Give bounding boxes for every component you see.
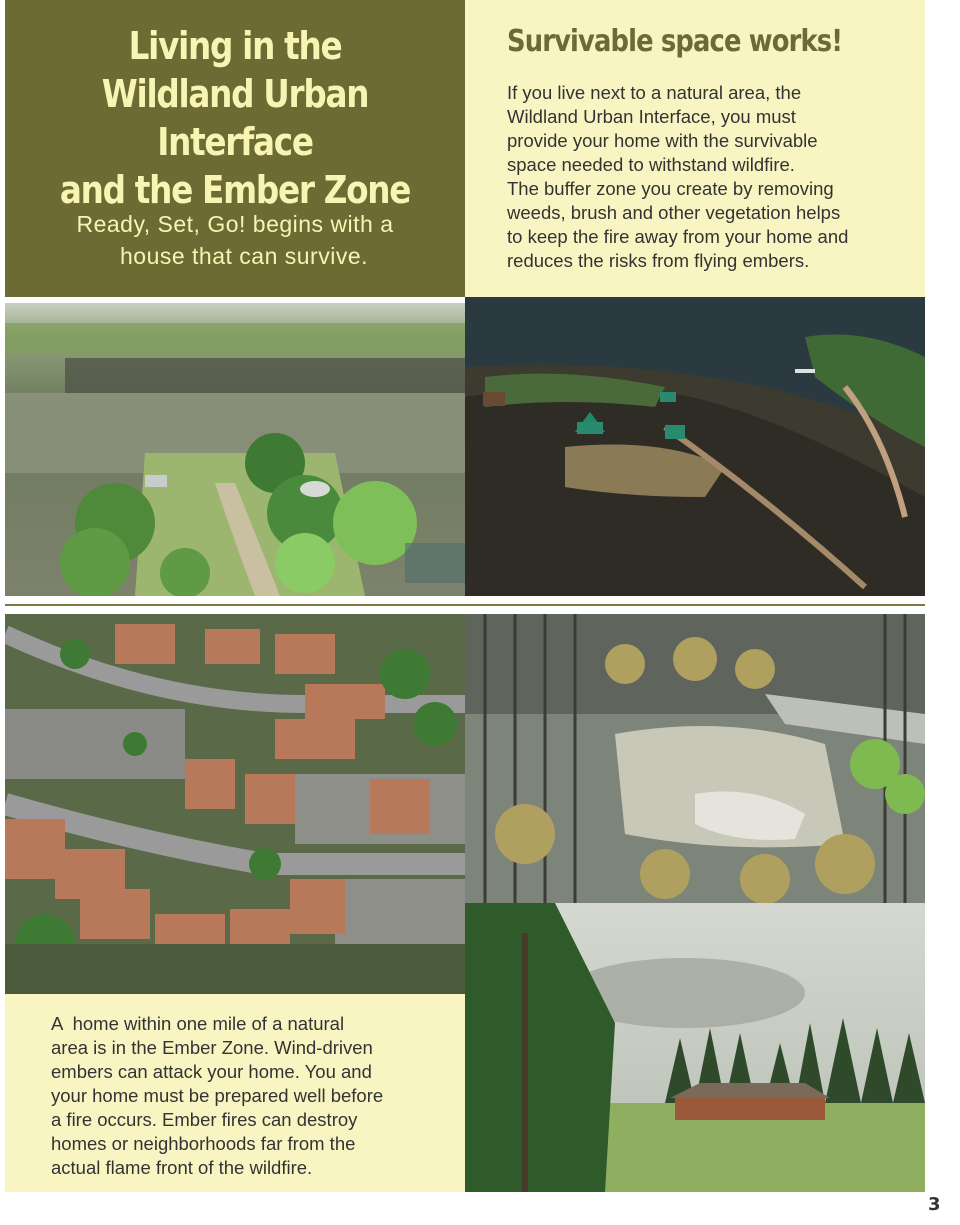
subtitle — [5, 208, 465, 272]
ember-zone-line: actual flame front of the wildfire. — [51, 1157, 313, 1178]
ember-zone-line: embers can attack your home. You and — [51, 1061, 372, 1082]
title-line: Living in the — [128, 24, 342, 68]
intro-line: The buffer zone you create by removing — [507, 178, 834, 199]
title-panel — [5, 0, 465, 297]
aerial-burned-shoreline-photo — [465, 297, 925, 596]
title-line: Wildland Urban Interface — [101, 72, 369, 164]
subtitle-line: Ready, Set, Go! begins with a — [76, 211, 394, 237]
ember-zone-paragraph — [51, 1012, 431, 1180]
page-number: 3 — [928, 1194, 941, 1215]
subtitle-line: house that can survive. — [119, 243, 369, 269]
ember-zone-line: a fire occurs. Ember fires can destroy — [51, 1109, 358, 1130]
ember-zone-line: A home within one mile of a natural — [51, 1013, 345, 1034]
ember-zone-line: your home must be prepared well before — [51, 1085, 384, 1106]
intro-line: to keep the fire away from your home and — [507, 226, 849, 247]
ember-zone-line: homes or neighborhoods far from the — [51, 1133, 356, 1154]
intro-line: If you live next to a natural area, the — [507, 82, 802, 103]
ember-zone-line: area is in the Ember Zone. Wind-driven — [51, 1037, 373, 1058]
intro-panel — [465, 0, 925, 297]
burned-forest-ruins-photo — [465, 614, 925, 903]
aerial-burned-neighborhood-photo — [5, 614, 465, 994]
title-line: and the Ember Zone — [59, 168, 411, 212]
divider-line — [5, 604, 925, 606]
intro-line: Wildland Urban Interface, you must — [507, 106, 796, 127]
ranch-house-smoke-photo — [465, 903, 925, 1192]
page-title — [37, 22, 433, 214]
intro-line: reduces the risks from flying embers. — [507, 250, 810, 271]
intro-line: weeds, brush and other vegetation helps — [507, 202, 841, 223]
intro-heading: Survivable space works! — [507, 24, 843, 59]
aerial-forest-clearing-photo — [5, 303, 465, 596]
intro-line: space needed to withstand wildfire. — [507, 154, 795, 175]
intro-line: provide your home with the survivable — [507, 130, 818, 151]
ember-zone-panel — [5, 994, 465, 1192]
intro-paragraph — [507, 81, 887, 273]
